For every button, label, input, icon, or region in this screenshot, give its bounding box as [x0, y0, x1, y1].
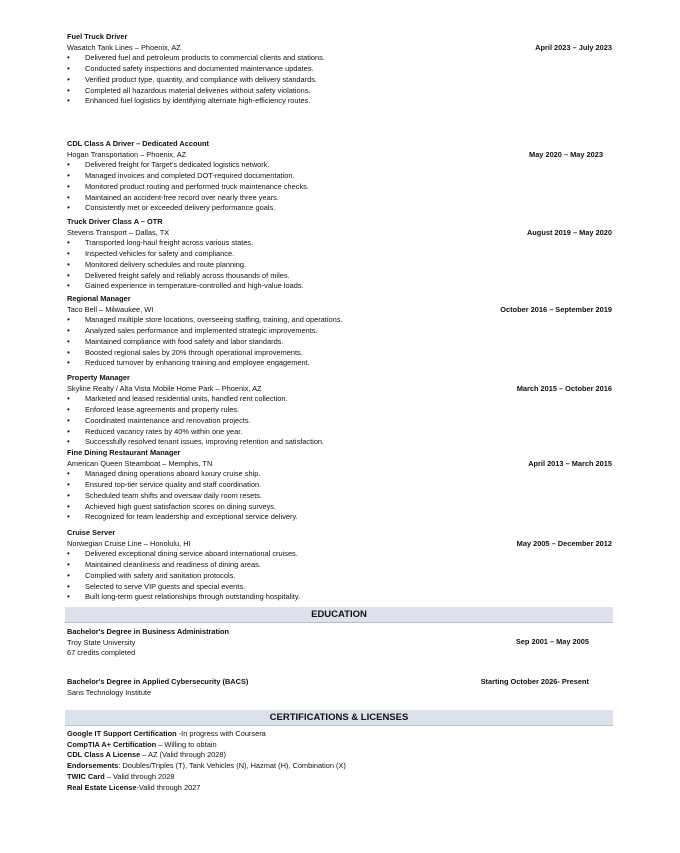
cert-name: TWIC Card [67, 771, 105, 781]
education-note: 67 credits completed [67, 648, 136, 658]
bullet-item: • Consistently met or exceeded delivery performance goals. [67, 203, 615, 214]
bullet-item: • Built long-term guest relationships through outstanding hospitality. [67, 592, 615, 603]
bullet-item: • Managed multiple store locations, overseeing staffing, training, and operations. [67, 315, 615, 326]
education-entry-business [67, 627, 615, 659]
bullet-item: • Completed all hazardous material deliveries without safety violations. [67, 86, 615, 97]
bullet-item: • Enhanced fuel logistics by identifying alternate high-efficiency routes. [67, 96, 615, 107]
bullet-item: • Monitored delivery schedules and route planning. [67, 260, 615, 271]
bullet-item: • Marketed and leased residential units, handled rent collection. [67, 394, 615, 405]
education-dates: Sep 2001 – May 2005 [515, 637, 589, 646]
bullet-item: • Selected to serve VIP guests and special events. [67, 582, 615, 593]
bullet-item: • Transported long-haul freight across various states. [67, 238, 615, 249]
job-bullet-list [67, 469, 615, 523]
cert-detail: – Willing to obtain [156, 739, 217, 749]
cert-detail: -In progress with Coursera [176, 729, 266, 738]
job-title: Property Manager [67, 373, 130, 382]
education-dates: Starting October 2026- Present [480, 677, 589, 686]
bullet-item: • Scheduled team shifts and oversaw daily room resets. [67, 491, 615, 502]
job-dates: October 2016 – September 2019 [500, 305, 612, 314]
bullet-item: • Maintained an accident-free record over nearly three years. [67, 193, 615, 204]
bullet-item: • Reduced vacancy rates by 40% within one year. [67, 427, 615, 438]
cert-detail: -Valid through 2027 [136, 782, 201, 792]
job-company: Taco Bell – Milwaukee, WI [67, 304, 154, 314]
degree-title: Bachelor's Degree in Applied Cybersecurity (BACS) [67, 677, 249, 686]
cert-item [67, 740, 615, 751]
cert-name: Real Estate License [67, 782, 137, 792]
job-entry-restaurant-manager [67, 448, 615, 523]
bullet-item: • Reduced turnover by enhancing training and employee engagement. [67, 358, 615, 369]
job-company: Hogan Transportation – Phoenix, AZ [67, 149, 187, 159]
bullet-item: • Managed invoices and completed DOT-required documentation. [67, 171, 615, 182]
degree-title: Bachelor's Degree in Business Administration [67, 627, 230, 636]
job-dates: March 2015 – October 2016 [516, 384, 612, 393]
bullet-item: • Maintained compliance with food safety and labor standards. [67, 337, 615, 348]
job-title: Cruise Server [67, 528, 116, 537]
bullet-item: • Complied with safety and sanitation protocols. [67, 571, 615, 582]
job-bullet-list [67, 394, 615, 448]
job-dates: May 2005 – December 2012 [516, 539, 612, 548]
job-bullet-list [67, 549, 615, 603]
job-title: Fine Dining Restaurant Manager [67, 448, 181, 457]
job-bullet-list [67, 238, 615, 292]
cert-item [67, 750, 615, 761]
job-company: American Queen Steamboat – Memphis, TN [67, 458, 213, 468]
cert-detail: – AZ (Valid through 2028) [140, 750, 226, 760]
cert-item [67, 783, 615, 794]
bullet-item: • Recognized for team leadership and exceptional service delivery. [67, 512, 615, 523]
bullet-item: • Monitored product routing and performed truck maintenance checks. [67, 182, 615, 193]
job-dates: April 2013 – March 2015 [528, 459, 612, 468]
job-entry-cruise-server [67, 528, 615, 603]
job-entry-regional-manager [67, 294, 615, 369]
cert-detail: : Doubles/Triples (T), Tank Vehicles (N), Hazmat (H), Combination (X) [118, 761, 346, 771]
bullet-item: • Successfully resolved tenant issues, improving retention and satisfaction. [67, 437, 615, 448]
bullet-item: • Delivered fuel and petroleum products to commercial clients and stations. [67, 53, 615, 64]
bullet-item: • Enforced lease agreements and property rules. [67, 405, 615, 416]
job-title: Fuel Truck Driver [67, 32, 128, 41]
certifications-heading: CERTIFICATIONS & LICENSES [65, 710, 613, 726]
job-bullet-list [67, 315, 615, 369]
bullet-item: • Boosted regional sales by 20% through operational improvements. [67, 348, 615, 359]
job-bullet-list [67, 53, 615, 107]
bullet-item: • Analyzed sales performance and implemented strategic improvements. [67, 326, 615, 337]
job-company: Skyline Realty / Alta Vista Mobile Home Park – Phoenix, AZ [67, 383, 262, 393]
cert-item [67, 761, 615, 772]
job-company: Wasatch Tank Lines – Phoenix, AZ [67, 42, 181, 52]
cert-detail: – Valid through 2028 [104, 771, 175, 781]
bullet-item: • Delivered freight for Target's dedicated logistics network. [67, 160, 615, 171]
bullet-item: • Coordinated maintenance and renovation projects. [67, 416, 615, 427]
job-dates: May 2020 – May 2023 [529, 150, 603, 159]
job-dates: August 2019 – May 2020 [526, 228, 612, 237]
school-name: Sans Technology Institute [67, 687, 152, 697]
bullet-item: • Achieved high guest satisfaction scores on dining surveys. [67, 502, 615, 513]
school-name: Troy State University [67, 637, 136, 647]
bullet-item: • Managed dining operations aboard luxury cruise ship. [67, 469, 615, 480]
education-entry-cybersecurity [67, 677, 615, 698]
bullet-item: • Ensured top-tier service quality and staff coordination. [67, 480, 615, 491]
job-title: Regional Manager [67, 294, 131, 303]
job-entry-property-manager [67, 373, 615, 448]
cert-name: Endorsements [67, 761, 119, 771]
bullet-item: • Delivered freight safely and reliably across thousands of miles. [67, 271, 615, 282]
bullet-item: • Delivered exceptional dining service aboard international cruises. [67, 549, 615, 560]
job-bullet-list [67, 160, 615, 214]
job-entry-cdl-driver [67, 139, 615, 214]
education-heading: EDUCATION [65, 607, 613, 623]
bullet-item: • Inspected vehicles for safety and compliance. [67, 249, 615, 260]
job-company: Stevens Transport – Dallas, TX [67, 227, 170, 237]
job-entry-fuel-truck-driver [67, 32, 615, 107]
bullet-item: • Verified product type, quantity, and compliance with delivery standards. [67, 75, 615, 86]
bullet-item: • Maintained cleanliness and readiness of dining areas. [67, 560, 615, 571]
certifications-list [67, 729, 615, 793]
cert-item [67, 772, 615, 783]
bullet-item: • Gained experience in temperature-controlled and high-value loads. [67, 281, 615, 292]
job-title: Truck Driver Class A – OTR [67, 217, 163, 226]
cert-name: CompTIA A+ Certification [67, 739, 157, 749]
bullet-item: • Conducted safety inspections and documented maintenance updates. [67, 64, 615, 75]
cert-name: Google IT Support Certification [67, 729, 177, 738]
job-title: CDL Class A Driver – Dedicated Account [67, 139, 209, 148]
cert-item [67, 729, 615, 740]
job-company: Norwegian Cruise Line – Honolulu, HI [67, 538, 191, 548]
cert-name: CDL Class A License [67, 750, 141, 760]
job-entry-otr-driver [67, 217, 615, 292]
job-dates: April 2023 – July 2023 [535, 43, 612, 52]
